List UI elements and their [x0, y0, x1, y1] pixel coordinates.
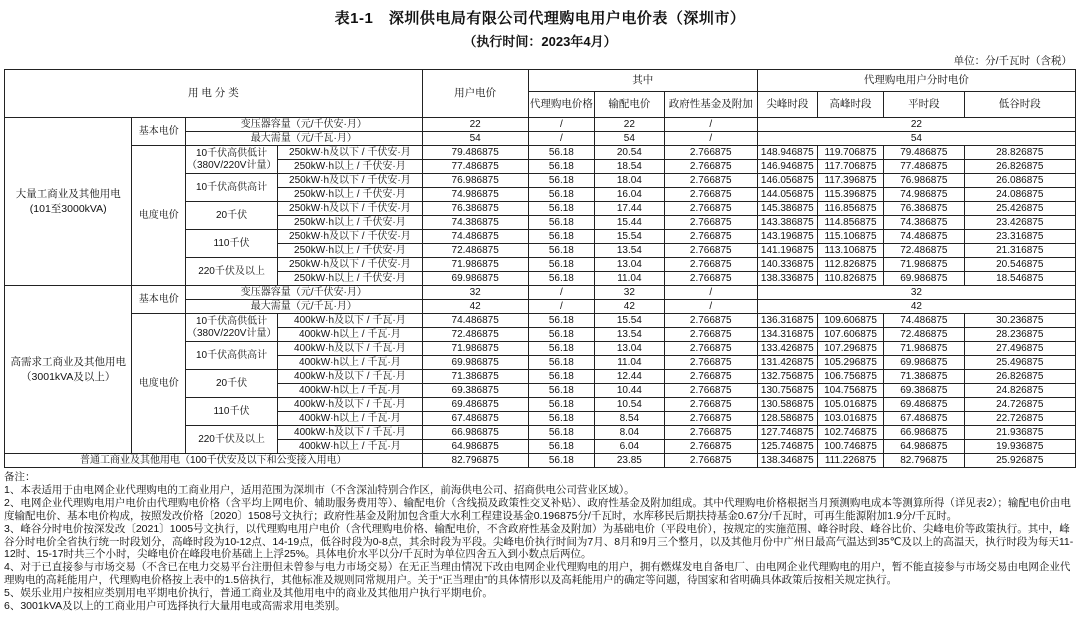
- table-cell: 102.746875: [817, 426, 883, 440]
- table-cell: 8.04: [595, 426, 665, 440]
- table-cell: 最大需量（元/千瓦·月）: [185, 300, 422, 314]
- table-cell: 113.106875: [817, 244, 883, 258]
- table-cell: 54: [422, 132, 528, 146]
- page-title: 表1-1 深圳供电局有限公司代理购电用户电价表（深圳市）: [334, 10, 746, 27]
- table-cell: 16.04: [595, 188, 665, 202]
- header-cell: 尖峰时段: [757, 92, 817, 118]
- table-cell: 2.766875: [664, 370, 757, 384]
- table-cell: 71.986875: [422, 258, 528, 272]
- table-cell: 电度电价: [132, 146, 186, 286]
- table-cell: 145.386875: [757, 202, 817, 216]
- table-cell: 74.486875: [422, 230, 528, 244]
- table-cell: 27.496875: [964, 342, 1075, 356]
- table-cell: 2.766875: [664, 440, 757, 454]
- table-cell: 2.766875: [664, 258, 757, 272]
- table-cell: 74.486875: [884, 314, 964, 328]
- table-cell: 400kW·h以上 / 千瓦·月: [278, 412, 423, 426]
- table-cell: 22: [422, 118, 528, 132]
- table-cell: 10千伏高供高计: [185, 174, 277, 202]
- table-cell: 66.986875: [422, 426, 528, 440]
- table-cell: /: [528, 300, 594, 314]
- table-cell: 26.826875: [964, 160, 1075, 174]
- table-cell: 250kW·h及以下 / 千伏安·月: [278, 202, 423, 216]
- table-cell: 6.04: [595, 440, 665, 454]
- table-cell: 56.18: [528, 356, 594, 370]
- table-cell: /: [664, 286, 757, 300]
- table-cell: 24.726875: [964, 398, 1075, 412]
- table-cell: 220千伏及以上: [185, 426, 277, 454]
- table-cell: 400kW·h以上 / 千瓦·月: [278, 440, 423, 454]
- table-cell: 250kW·h以上 / 千伏安·月: [278, 244, 423, 258]
- table-cell: 2.766875: [664, 426, 757, 440]
- table-cell: 22: [757, 118, 1075, 132]
- table-cell: 220千伏及以上: [185, 258, 277, 286]
- table-cell: 2.766875: [664, 146, 757, 160]
- table-cell: 69.386875: [884, 384, 964, 398]
- table-cell: 20.546875: [964, 258, 1075, 272]
- table-cell: 109.606875: [817, 314, 883, 328]
- table-cell: 146.056875: [757, 174, 817, 188]
- table-cell: 400kW·h及以下 / 千瓦·月: [278, 426, 423, 440]
- table-cell: 72.486875: [422, 244, 528, 258]
- table-cell: 电度电价: [132, 314, 186, 454]
- table-cell: 71.986875: [884, 342, 964, 356]
- table-cell: 18.04: [595, 174, 665, 188]
- table-cell: 30.236875: [964, 314, 1075, 328]
- table-cell: 69.986875: [884, 272, 964, 286]
- table-cell: 21.316875: [964, 244, 1075, 258]
- note-line: 5、娱乐业用户按相应类别用电平期电价执行，普通工商业及其他用电中的商业及其他用户执行平期电价。: [4, 587, 493, 600]
- table-cell: 2.766875: [664, 342, 757, 356]
- table-cell: 82.796875: [884, 454, 964, 468]
- table-cell: 23.85: [595, 454, 665, 468]
- table-cell: 74.386875: [884, 216, 964, 230]
- table-cell: 高需求工商业及其他用电（3001kVA及以上）: [5, 286, 132, 454]
- table-cell: 71.386875: [884, 370, 964, 384]
- table-cell: 136.316875: [757, 314, 817, 328]
- table-cell: 24.086875: [964, 188, 1075, 202]
- table-cell: 132.756875: [757, 370, 817, 384]
- table-cell: 10千伏高供低计（380V/220V计量）: [185, 146, 277, 174]
- table-cell: 2.766875: [664, 188, 757, 202]
- table-cell: 141.196875: [757, 244, 817, 258]
- table-cell: 111.226875: [817, 454, 883, 468]
- table-cell: 400kW·h以上 / 千瓦·月: [278, 356, 423, 370]
- table-cell: 144.056875: [757, 188, 817, 202]
- table-cell: 250kW·h以上 / 千伏安·月: [278, 188, 423, 202]
- table-cell: 2.766875: [664, 160, 757, 174]
- table-cell: 115.106875: [817, 230, 883, 244]
- table-cell: 56.18: [528, 188, 594, 202]
- table-cell: 105.016875: [817, 398, 883, 412]
- table-cell: 107.606875: [817, 328, 883, 342]
- note-line: 3、峰谷分时电价按深发改〔2021〕1005号文执行，以代理购电用户电价（含代理购电价格、输配电价，不含政府性基金及附加）为基础电价（平段电价），按规定的实施范围、峰谷时段、峰谷比价、尖峰电价等政策执行。其中，峰谷分时电价全省执行统一时段划分，高峰时段为10-12点、14-19点，低谷时段为0-8点，其余时段为平段。尖峰电价执行时间为7月、8月和9月三个整月，以及其他月份中广州日最高气温达到35℃及以上的高温天，执行时段为每天11-12时、15-17时共三个小时，尖峰电价在峰段电价基础上上浮25%。具体电价水平以分/千瓦时为单位四舍五入到小数点后两位。: [4, 522, 1074, 561]
- table-cell: 17.44: [595, 202, 665, 216]
- table-cell: 2.766875: [664, 328, 757, 342]
- table-cell: 32: [422, 286, 528, 300]
- table-cell: 107.296875: [817, 342, 883, 356]
- price-table: [4, 69, 1076, 468]
- table-cell: 138.336875: [757, 272, 817, 286]
- table-cell: 42: [595, 300, 665, 314]
- notes: [0, 468, 1080, 613]
- note-line: 4、对于已直接参与市场交易（不含已在电力交易平台注册但未曾参与电力市场交易）在无正当理由情况下改由电网企业代理购电的用户，拥有燃煤发电自备电厂、由电网企业代理购电的用户，暂不能直接参与市场交易由电网企业代理购电的高耗能用户，代理购电价格按上表中的1.5倍执行，其他标准及规则同常规用户。关于“正当理由”的具体情形以及高耗能用户的确定等问题，待国家和省明确具体政策后按相关规定执行。: [4, 561, 1071, 587]
- table-cell: 23.316875: [964, 230, 1075, 244]
- table-cell: 2.766875: [664, 216, 757, 230]
- table-cell: 56.18: [528, 174, 594, 188]
- table-cell: 400kW·h及以下 / 千瓦·月: [278, 342, 423, 356]
- table-cell: 56.18: [528, 398, 594, 412]
- table-cell: 56.18: [528, 384, 594, 398]
- table-cell: 72.486875: [422, 328, 528, 342]
- table-cell: 56.18: [528, 426, 594, 440]
- table-cell: 77.486875: [884, 160, 964, 174]
- table-cell: 13.04: [595, 258, 665, 272]
- table-cell: 56.18: [528, 440, 594, 454]
- header-cell: 低谷时段: [964, 92, 1075, 118]
- table-cell: 74.986875: [884, 188, 964, 202]
- table-cell: 普通工商业及其他用电（100千伏安及以下和公变接入用电）: [5, 454, 423, 468]
- note-line: 1、本表适用于由电网企业代理购电的工商业用户，适用范围为深圳市（不含深汕特别合作区，前海供电公司、招商供电公司营业区域）。: [4, 483, 635, 496]
- table-cell: 69.986875: [422, 356, 528, 370]
- table-cell: 最大需量（元/千瓦·月）: [185, 132, 422, 146]
- table-cell: 76.386875: [884, 202, 964, 216]
- table-cell: 116.856875: [817, 202, 883, 216]
- table-cell: 8.54: [595, 412, 665, 426]
- table-cell: 2.766875: [664, 412, 757, 426]
- table-cell: 32: [757, 286, 1075, 300]
- table-cell: 71.986875: [884, 258, 964, 272]
- table-cell: 56.18: [528, 244, 594, 258]
- table-cell: 250kW·h及以下 / 千伏安·月: [278, 258, 423, 272]
- table-cell: 20.54: [595, 146, 665, 160]
- table-cell: 74.486875: [884, 230, 964, 244]
- table-cell: 69.386875: [422, 384, 528, 398]
- table-cell: 110千伏: [185, 230, 277, 258]
- header-cell: 其中: [528, 70, 757, 92]
- table-cell: 2.766875: [664, 384, 757, 398]
- table-cell: 77.486875: [422, 160, 528, 174]
- table-cell: 24.826875: [964, 384, 1075, 398]
- table-cell: 104.756875: [817, 384, 883, 398]
- table-cell: 42: [422, 300, 528, 314]
- table-cell: 117.396875: [817, 174, 883, 188]
- table-cell: 56.18: [528, 230, 594, 244]
- table-cell: 72.486875: [884, 328, 964, 342]
- table-cell: 2.766875: [664, 356, 757, 370]
- table-cell: 110千伏: [185, 398, 277, 426]
- table-cell: 56.18: [528, 412, 594, 426]
- table-cell: 400kW·h以上 / 千瓦·月: [278, 384, 423, 398]
- table-cell: 400kW·h以上 / 千瓦·月: [278, 328, 423, 342]
- table-cell: 基本电价: [132, 286, 186, 314]
- table-cell: 2.766875: [664, 202, 757, 216]
- table-cell: 69.986875: [884, 356, 964, 370]
- table-cell: 250kW·h以上 / 千伏安·月: [278, 160, 423, 174]
- table-cell: 2.766875: [664, 230, 757, 244]
- table-cell: 250kW·h及以下 / 千伏安·月: [278, 146, 423, 160]
- table-cell: 64.986875: [884, 440, 964, 454]
- header-cell: 输配电价: [595, 92, 665, 118]
- table-cell: 变压器容量（元/千伏安·月）: [185, 118, 422, 132]
- table-cell: 105.296875: [817, 356, 883, 370]
- table-cell: /: [664, 118, 757, 132]
- table-cell: 76.986875: [422, 174, 528, 188]
- table-cell: 74.486875: [422, 314, 528, 328]
- table-cell: 110.826875: [817, 272, 883, 286]
- table-cell: /: [528, 118, 594, 132]
- header-cell: 代理购电用户分时电价: [757, 70, 1075, 92]
- table-cell: 56.18: [528, 328, 594, 342]
- table-cell: 56.18: [528, 454, 594, 468]
- table-cell: 变压器容量（元/千伏安·月）: [185, 286, 422, 300]
- table-cell: 13.54: [595, 244, 665, 258]
- table-cell: 15.54: [595, 314, 665, 328]
- unit-label: 单位：分/千瓦时（含税）: [953, 55, 1072, 67]
- table-cell: 11.04: [595, 272, 665, 286]
- table-cell: 79.486875: [884, 146, 964, 160]
- table-cell: 67.486875: [884, 412, 964, 426]
- table-cell: 15.54: [595, 230, 665, 244]
- table-cell: 26.086875: [964, 174, 1075, 188]
- table-cell: 69.486875: [422, 398, 528, 412]
- table-cell: 143.196875: [757, 230, 817, 244]
- table-cell: 28.826875: [964, 146, 1075, 160]
- table-cell: 56.18: [528, 146, 594, 160]
- table-cell: 400kW·h及以下 / 千瓦·月: [278, 398, 423, 412]
- table-cell: 143.386875: [757, 216, 817, 230]
- table-cell: 25.426875: [964, 202, 1075, 216]
- table-cell: 11.04: [595, 356, 665, 370]
- table-cell: 56.18: [528, 160, 594, 174]
- table-cell: 32: [595, 286, 665, 300]
- table-cell: 2.766875: [664, 272, 757, 286]
- table-cell: 114.856875: [817, 216, 883, 230]
- table-cell: 21.936875: [964, 426, 1075, 440]
- table-cell: 69.486875: [884, 398, 964, 412]
- table-cell: 28.236875: [964, 328, 1075, 342]
- table-cell: 72.486875: [884, 244, 964, 258]
- table-cell: 133.426875: [757, 342, 817, 356]
- table-cell: 131.426875: [757, 356, 817, 370]
- table-cell: 119.706875: [817, 146, 883, 160]
- table-cell: 2.766875: [664, 244, 757, 258]
- table-cell: 250kW·h及以下 / 千伏安·月: [278, 174, 423, 188]
- note-line: 2、电网企业代理购电用户电价由代理购电价格（含平均上网电价、辅助服务费用等）、输配电价（含线损及政策性交叉补贴）、政府性基金及附加组成。其中代理购电价格根据当月预测购电成本等测算所得（详见表2）；输配电价由电度输配电价、基本电价构成，按照发改价格〔2020〕1508号文执行；政府性基金及附加包含重大水利工程建设基金0.196875分/千瓦时，水库移民后期扶持基金0.67分/千瓦时，可再生能源附加1.9分/千瓦时。: [4, 496, 1071, 522]
- table-cell: 76.386875: [422, 202, 528, 216]
- table-cell: 20千伏: [185, 202, 277, 230]
- table-cell: 103.016875: [817, 412, 883, 426]
- table-cell: 67.486875: [422, 412, 528, 426]
- table-cell: 56.18: [528, 370, 594, 384]
- table-cell: 56.18: [528, 216, 594, 230]
- table-cell: 127.746875: [757, 426, 817, 440]
- table-cell: 2.766875: [664, 314, 757, 328]
- note-line: 备注：: [4, 471, 36, 483]
- table-cell: /: [528, 132, 594, 146]
- table-cell: 148.946875: [757, 146, 817, 160]
- table-cell: 112.826875: [817, 258, 883, 272]
- table-cell: 71.986875: [422, 342, 528, 356]
- table-cell: 10千伏高供高计: [185, 342, 277, 370]
- header-cell: 用户电价: [422, 70, 528, 118]
- table-cell: 大量工商业及其他用电(101至3000kVA): [5, 118, 132, 286]
- table-cell: /: [664, 300, 757, 314]
- table-cell: 42: [757, 300, 1075, 314]
- table-cell: 54: [757, 132, 1075, 146]
- table-cell: 10.54: [595, 398, 665, 412]
- table-cell: 18.54: [595, 160, 665, 174]
- table-cell: 134.316875: [757, 328, 817, 342]
- header-cell: 政府性基金及附加: [664, 92, 757, 118]
- table-cell: 138.346875: [757, 454, 817, 468]
- table-cell: 2.766875: [664, 454, 757, 468]
- table-cell: 25.926875: [964, 454, 1075, 468]
- table-cell: 250kW·h及以下 / 千伏安·月: [278, 230, 423, 244]
- table-cell: 18.546875: [964, 272, 1075, 286]
- table-cell: 22.726875: [964, 412, 1075, 426]
- table-cell: 基本电价: [132, 118, 186, 146]
- table-cell: 13.54: [595, 328, 665, 342]
- table-cell: 54: [595, 132, 665, 146]
- table-cell: 115.396875: [817, 188, 883, 202]
- table-cell: 100.746875: [817, 440, 883, 454]
- table-cell: 12.44: [595, 370, 665, 384]
- price-table-body: [5, 70, 1076, 468]
- table-cell: 69.986875: [422, 272, 528, 286]
- table-cell: 71.386875: [422, 370, 528, 384]
- table-cell: 15.44: [595, 216, 665, 230]
- table-cell: /: [664, 132, 757, 146]
- table-cell: 23.426875: [964, 216, 1075, 230]
- table-cell: 22: [595, 118, 665, 132]
- table-cell: 26.826875: [964, 370, 1075, 384]
- header-cell: 用 电 分 类: [5, 70, 423, 118]
- table-cell: 74.986875: [422, 188, 528, 202]
- table-cell: /: [528, 286, 594, 300]
- table-cell: 56.18: [528, 258, 594, 272]
- table-cell: 2.766875: [664, 398, 757, 412]
- header-cell: 平时段: [884, 92, 964, 118]
- table-cell: 125.746875: [757, 440, 817, 454]
- table-cell: 56.18: [528, 202, 594, 216]
- table-cell: 82.796875: [422, 454, 528, 468]
- table-cell: 19.936875: [964, 440, 1075, 454]
- table-cell: 25.496875: [964, 356, 1075, 370]
- table-cell: 10.44: [595, 384, 665, 398]
- table-cell: 130.756875: [757, 384, 817, 398]
- table-cell: 13.04: [595, 342, 665, 356]
- table-cell: 130.586875: [757, 398, 817, 412]
- table-cell: 10千伏高供低计（380V/220V计量）: [185, 314, 277, 342]
- table-cell: 146.946875: [757, 160, 817, 174]
- header-cell: 高峰时段: [817, 92, 883, 118]
- table-cell: 117.706875: [817, 160, 883, 174]
- page-subtitle: （执行时间：2023年4月）: [463, 34, 617, 49]
- table-cell: 76.986875: [884, 174, 964, 188]
- table-cell: 56.18: [528, 314, 594, 328]
- table-cell: 79.486875: [422, 146, 528, 160]
- table-cell: 250kW·h以上 / 千伏安·月: [278, 272, 423, 286]
- table-cell: 74.386875: [422, 216, 528, 230]
- table-cell: 250kW·h以上 / 千伏安·月: [278, 216, 423, 230]
- table-cell: 106.756875: [817, 370, 883, 384]
- table-cell: 66.986875: [884, 426, 964, 440]
- table-cell: 64.986875: [422, 440, 528, 454]
- table-cell: 400kW·h及以下 / 千瓦·月: [278, 370, 423, 384]
- header-cell: 代理购电价格: [528, 92, 594, 118]
- note-line: 6、3001kVA及以上的工商业用户可选择执行大量用电或高需求用电类别。: [4, 600, 346, 613]
- table-cell: 56.18: [528, 272, 594, 286]
- table-cell: 140.336875: [757, 258, 817, 272]
- table-cell: 20千伏: [185, 370, 277, 398]
- table-cell: 56.18: [528, 342, 594, 356]
- table-cell: 2.766875: [664, 174, 757, 188]
- table-cell: 400kW·h及以下 / 千瓦·月: [278, 314, 423, 328]
- table-cell: 128.586875: [757, 412, 817, 426]
